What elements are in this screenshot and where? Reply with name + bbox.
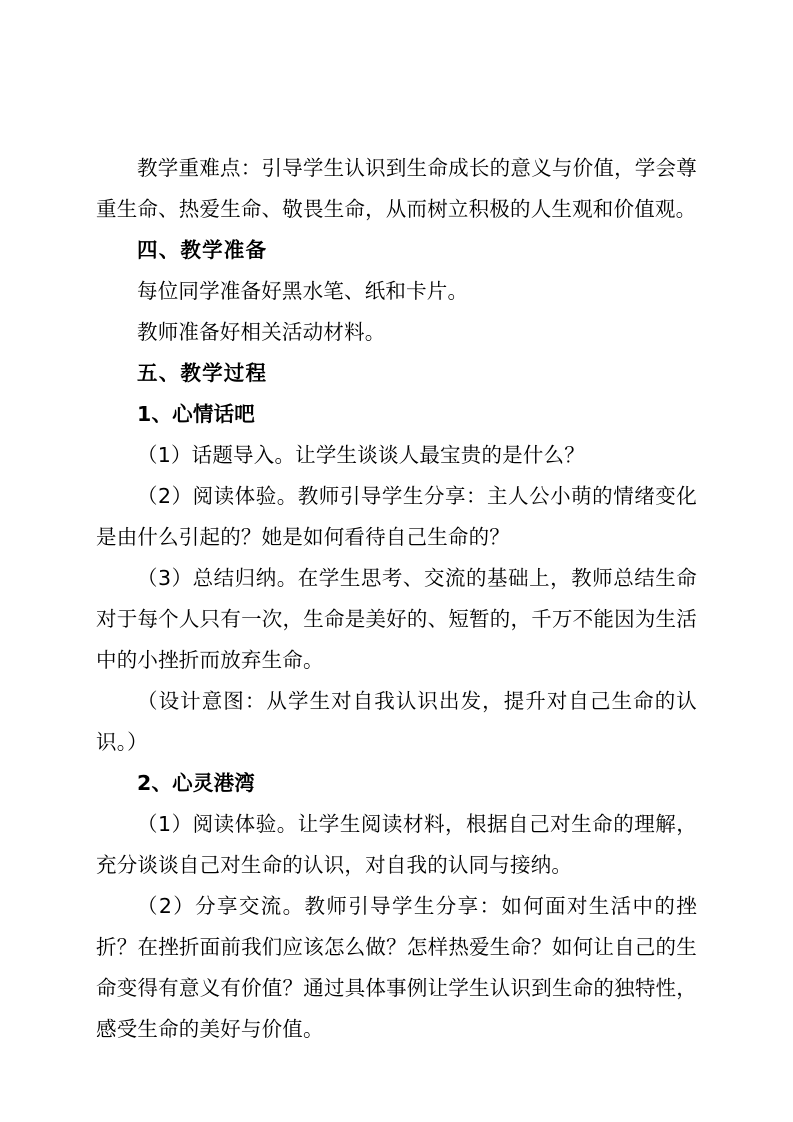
paragraph-step-1-item-3: （3）总结归纳。在学生思考、交流的基础上，教师总结生命对于每个人只有一次，生命是美好的、短暂的，千万不能因为生活中的小挫折而放弃生命。 — [96, 566, 697, 672]
paragraph-step-1-item-1: （1）话题导入。让学生谈谈人最宝贵的是什么？ — [137, 443, 585, 467]
paragraph-key-difficulty: 教学重难点：引导学生认识到生命成长的意义与价值，学会尊重生命、热爱生命、敬畏生命，从而树立积极的人生观和价值观。 — [96, 156, 697, 221]
subheading-step-2: 2、心灵港湾 — [137, 771, 255, 795]
paragraph-prep-teacher: 教师准备好相关活动材料。 — [137, 320, 386, 344]
subheading-step-1: 1、心情话吧 — [137, 402, 255, 426]
paragraph-prep-student: 每位同学准备好黑水笔、纸和卡片。 — [137, 279, 469, 303]
paragraph-step-1-design-intent: （设计意图：从学生对自我认识出发，提升对自己生命的认识。） — [96, 689, 697, 754]
document-body — [96, 148, 697, 1050]
paragraph-step-2-item-1: （1）阅读体验。让学生阅读材料，根据自己对生命的理解，充分谈谈自己对生命的认识，对自我的认同与接纳。 — [96, 812, 697, 877]
paragraph-step-2-item-2: （2）分享交流。教师引导学生分享：如何面对生活中的挫折？在挫折面前我们应该怎么做？怎样热爱生命？如何让自己的生命变得有意义有价值？通过具体事例让学生认识到生命的独特性，感受生命的美好与价值。 — [96, 894, 697, 1041]
heading-teaching-process: 五、教学过程 — [137, 361, 268, 385]
paragraph-step-1-item-2: （2）阅读体验。教师引导学生分享：主人公小萌的情绪变化是由什么引起的？她是如何看待自己生命的？ — [96, 484, 697, 549]
heading-teaching-preparation: 四、教学准备 — [137, 238, 268, 262]
